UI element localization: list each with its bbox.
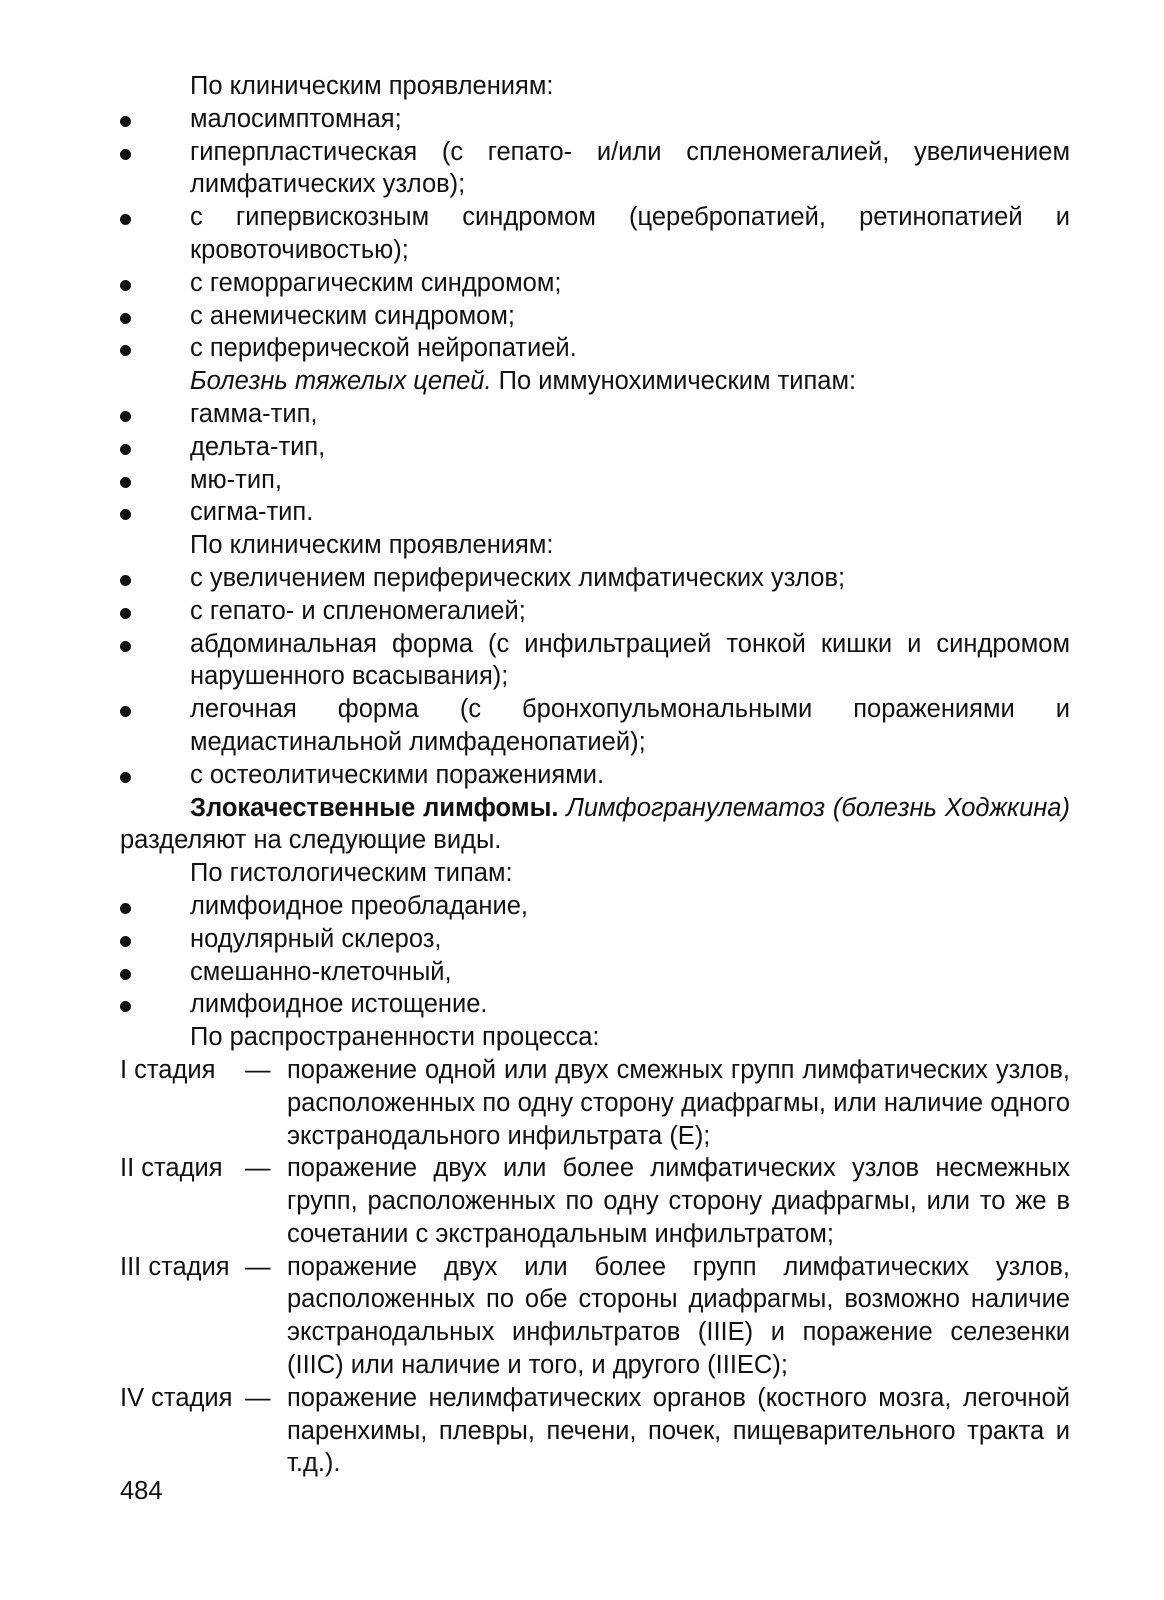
list-item: мю-тип, [120, 464, 1070, 497]
stage-description: поражение одной или двух смежных групп лимфатических узлов, расположенных по одну сторону диафрагмы, или наличие одного экстранодального инфильтрата (E); [287, 1055, 1070, 1150]
stage-description: поражение двух или более лимфатических узлов несмежных групп, расположенных по одну сторону диафрагмы, или то же в сочетании с экстранодальным инфильтратом; [287, 1154, 1070, 1248]
list-item: с гипервискозным синдромом (церебропатией, ретинопатией и кровоточивостью); [120, 201, 1070, 267]
list-item: сигма-тип. [120, 496, 1070, 529]
heavy-chain-disease-title: Болезнь тяжелых цепей. [190, 367, 492, 396]
section4-list [120, 890, 1070, 1021]
list-item: лимфоидное истощение. [120, 988, 1070, 1021]
page-number: 484 [120, 1477, 163, 1505]
section1-list [120, 103, 1070, 365]
bullet-icon [120, 214, 131, 225]
list-item: с гепато- и спленомегалией; [120, 595, 1070, 628]
page-body [120, 70, 1070, 1480]
stage-row [120, 1382, 1070, 1480]
section3-list [120, 562, 1070, 792]
list-item: малосимптомная; [120, 103, 1070, 136]
bullet-icon [120, 280, 131, 291]
list-item: легочная форма (с бронхопульмональными поражениями и медиастинальной лимфаденопатией); [120, 693, 1070, 759]
bullet-icon [120, 903, 131, 914]
list-item: лимфоидное преобладание, [120, 890, 1070, 923]
bullet-icon [120, 641, 131, 652]
stage-label: III стадия [120, 1252, 230, 1281]
stage-dash: — [245, 1055, 271, 1084]
section3-heading: По клиническим проявлениям: [190, 531, 554, 560]
list-item: с анемическим синдромом; [120, 300, 1070, 333]
bullet-icon [120, 509, 131, 520]
stage-label: I стадия [120, 1055, 216, 1084]
section5-heading: По распространенности процесса: [190, 1023, 600, 1052]
bullet-icon [120, 116, 131, 127]
stage-row [120, 1152, 1070, 1250]
list-item: гамма-тип, [120, 398, 1070, 431]
stage-dash: — [245, 1383, 271, 1412]
section4-title: Злокачественные лимфомы. Лимфогранулематоз (болезнь Ходжкина) разделяют на следующие виды. [120, 793, 1070, 855]
bullet-icon [120, 149, 131, 160]
bullet-icon [120, 444, 131, 455]
stage-description: поражение двух или более групп лимфатических узлов, расположенных по обе стороны диафрагмы, возможно наличие экстранодальных инфильтратов (IIIE) и поражение селезенки (IIIC) или наличие и того, и другого (IIIEC); [287, 1252, 1070, 1380]
bullet-icon [120, 936, 131, 947]
list-item: с остеолитическими поражениями. [120, 759, 1070, 792]
bullet-icon [120, 608, 131, 619]
stage-description: поражение нелимфатических органов (костного мозга, легочной паренхимы, плевры, печени, почек, пищеварительного тракта и т.д.). [287, 1383, 1070, 1478]
bullet-icon [120, 772, 131, 783]
list-item: смешанно-клеточный, [120, 956, 1070, 989]
list-item: нодулярный склероз, [120, 923, 1070, 956]
bullet-icon [120, 575, 131, 586]
bullet-icon [120, 411, 131, 422]
list-item: с увеличением периферических лимфатических узлов; [120, 562, 1070, 595]
bullet-icon [120, 1001, 131, 1012]
bullet-icon [120, 706, 131, 717]
list-item: с периферической нейропатией. [120, 332, 1070, 365]
bullet-icon [120, 969, 131, 980]
section2-list [120, 398, 1070, 529]
bullet-icon [120, 477, 131, 488]
stage-label: IV стадия [120, 1383, 233, 1412]
section1-heading: По клиническим проявлениям: [190, 72, 554, 100]
bullet-icon [120, 345, 131, 356]
section4-heading: По гистологическим типам: [190, 859, 513, 888]
stage-row [120, 1054, 1070, 1152]
bullet-icon [120, 313, 131, 324]
stage-row [120, 1251, 1070, 1382]
list-item: с геморрагическим синдромом; [120, 267, 1070, 300]
list-item: дельта-тип, [120, 431, 1070, 464]
malignant-lymphomas-title: Злокачественные лимфомы. [190, 793, 559, 822]
list-item: гиперпластическая (с гепато- и/или спленомегалией, увеличением лимфатических узлов); [120, 136, 1070, 202]
stage-dash: — [245, 1154, 271, 1183]
stage-label: II стадия [120, 1154, 223, 1183]
list-item: абдоминальная форма (с инфильтрацией тонкой кишки и синдромом нарушенного всасывания); [120, 628, 1070, 694]
stage-dash: — [245, 1252, 271, 1281]
section2-title: Болезнь тяжелых цепей. По иммунохимическим типам: [190, 367, 857, 396]
